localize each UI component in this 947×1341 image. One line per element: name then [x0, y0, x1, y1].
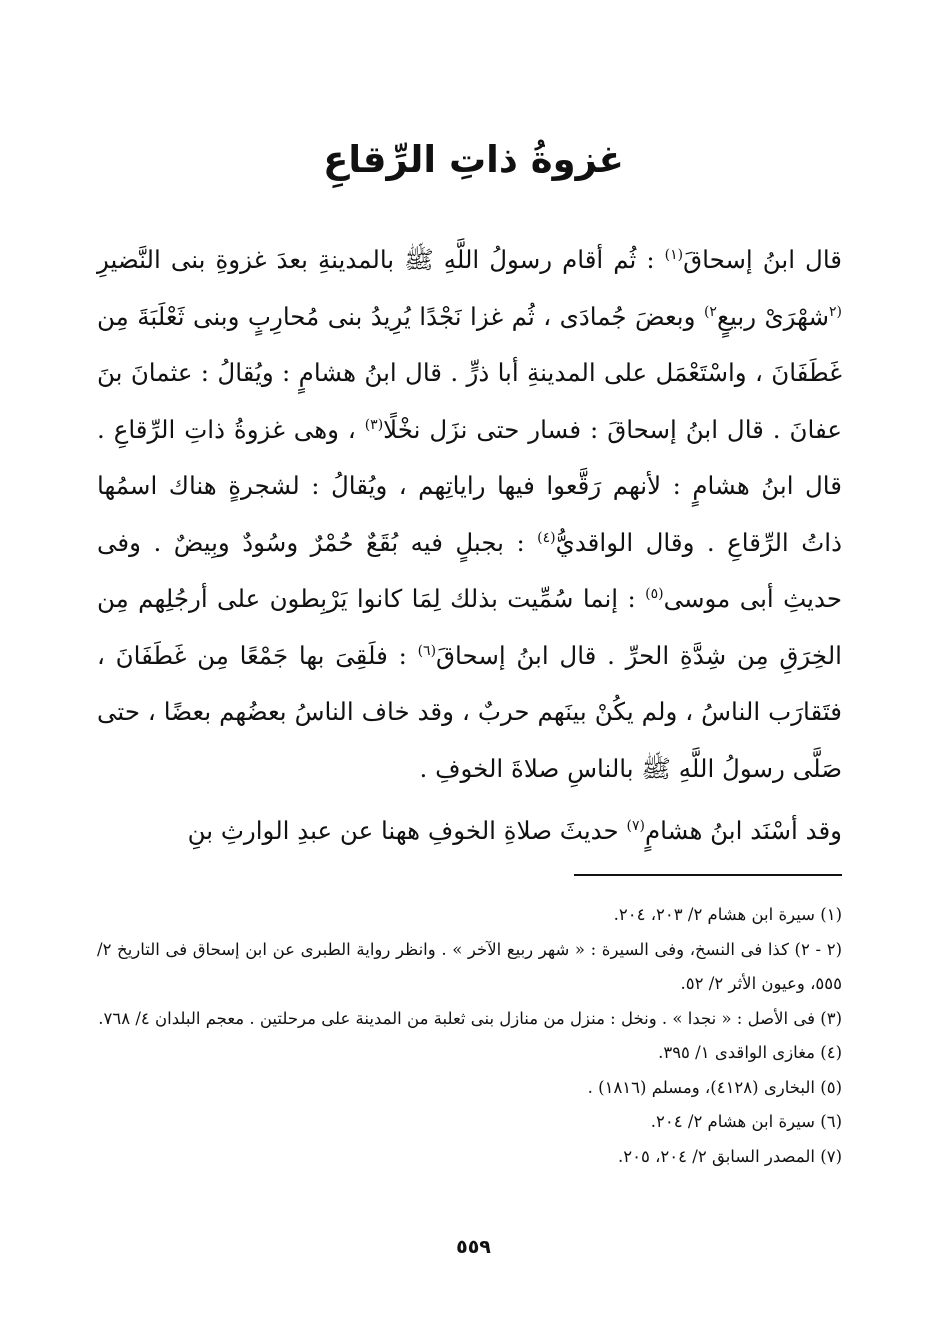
text-segment: : فلَقِىَ بها جَمْعًا مِن غَطَفَانَ ، فتَقارَب الناسُ ، ولم يكُنْ بينَهم حربٌ ، وقد خاف الناسُ بعضُهم بعضًا ، حتى صَلَّى رسولُ اللَّهِ ﷺ بالناسِ صلاةَ الخوفِ .: [97, 640, 842, 783]
text-segment: ، وهى غزوةُ ذاتِ الرِّقاعِ . قال ابنُ هشامٍ : لأنهم رَقَّعوا فيها راياتِهم ، ويُقالُ : لشجرةٍ هناك اسمُها ذاتُ الرِّقاعِ . وقال الواقديُّ: [97, 414, 842, 557]
paragraph-2: [97, 803, 842, 860]
footnote-ref-1[interactable]: (١): [664, 246, 684, 263]
text-segment: حديثَ صلاةِ الخوفِ ههنا عن عبدِ الوارثِ بنِ: [187, 816, 627, 845]
footnote-3: (٣) فى الأصل : « نجدا » . ونخل : منزل من منازل بنى ثعلبة من المدينة على مرحلتين . معجم البلدان ٤/ ٧٦٨.: [98, 1008, 842, 1028]
footnote-separator: [574, 874, 842, 876]
text-segment: وقد أسْنَد ابنُ هشامٍ: [644, 816, 842, 845]
text-segment: وبعضَ جُمادَى ، ثُم غزا نَجْدًا يُرِيدُ بنى مُحارِبٍ وبنى ثَعْلَبَةَ مِن غَطَفَانَ ، واسْتَعْمَل على المدينةِ أبا ذرٍّ . قال ابنُ هشامٍ : ويُقالُ : عثمانَ بنَ عفانَ . قال ابنُ إسحاقَ : فسار حتى نزَل نخْلًا: [97, 301, 842, 444]
paragraph-1: [97, 232, 842, 797]
footnote-2: (٢ - ٢) كذا فى النسخ، وفى السيرة : « شهر ربيع الآخر » . وانظر رواية الطبرى عن ابن إسحاق فى التاريخ ٢/ ٥٥٥، وعيون الأثر ٢/ ٥٢.: [97, 939, 842, 993]
text-segment: شهْرَىْ ربيعٍ: [716, 301, 830, 331]
text-segment: قال ابنُ إسحاقَ: [683, 245, 843, 274]
footnotes: [97, 898, 842, 1174]
footnote-1: (١) سيرة ابن هشام ٢/ ٢٠٣، ٢٠٤.: [613, 905, 842, 924]
footnote-ref-2-start[interactable]: (٢: [829, 303, 843, 320]
text-segment: : بجبلٍ فيه بُقَعٌ حُمْرٌ وسُودٌ وبِيضٌ . وفى حديثِ أبى موسى: [97, 527, 843, 613]
footnote-ref-4[interactable]: (٤): [537, 529, 556, 546]
footnote-ref-2-end[interactable]: ٢): [703, 303, 717, 320]
text-segment: : ثُم أقام رسولُ اللَّهِ ﷺ بالمدينةِ بعدَ غزوةِ بنى النَّضيرِ: [97, 245, 665, 274]
footnote-4: (٤) مغازى الواقدى ١/ ٣٩٥.: [658, 1043, 842, 1062]
chapter-title: غزوةُ ذاتِ الرِّقاعِ: [323, 138, 624, 181]
footnote-6: (٦) سيرة ابن هشام ٢/ ٢٠٤.: [650, 1112, 842, 1131]
footnote-ref-5[interactable]: (٥): [645, 585, 664, 602]
page-number: ٥٥٩: [456, 1236, 491, 1258]
footnote-5: (٥) البخارى (٤١٢٨)، ومسلم (١٨١٦) .: [587, 1077, 842, 1097]
footnote-ref-6[interactable]: (٦): [417, 642, 437, 659]
footnote-7: (٧) المصدر السابق ٢/ ٢٠٤، ٢٠٥.: [618, 1146, 842, 1166]
text-segment: : إنما سُمِّيت بذلك لِمَا كانوا يَرْبِطون على أرجُلِهم مِن الخِرَقِ مِن شِدَّةِ الحرِّ . قال ابنُ إسحاقَ: [97, 584, 842, 670]
main-text: [97, 232, 842, 860]
footnote-ref-7[interactable]: (٧): [626, 817, 645, 834]
footnote-ref-3[interactable]: (٣): [364, 416, 384, 433]
